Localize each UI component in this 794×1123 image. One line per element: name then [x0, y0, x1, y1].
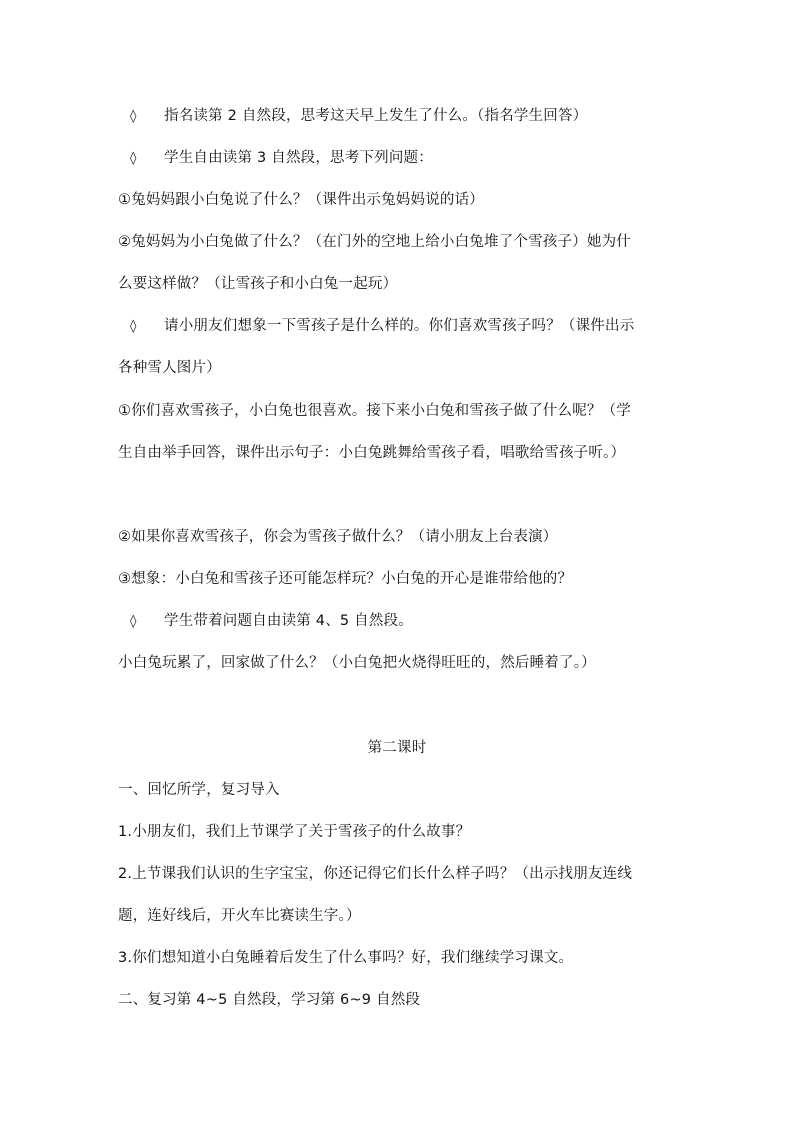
numbered-item: 2.上节课我们认识的生字宝宝，你还记得它们长什么样子吗？（出示找朋友连线 [118, 866, 633, 882]
bullet-paragraph [118, 611, 678, 632]
diamond-bullet-icon: ◊ [130, 319, 137, 334]
numbered-item: 1.小朋友们，我们上节课学了关于雪孩子的什么故事？ [118, 824, 471, 840]
diamond-bullet-icon: ◊ [130, 614, 137, 629]
bullet-paragraph [118, 148, 678, 169]
numbered-item: 3.你们想知道小白兔睡着后发生了什么事吗？好，我们继续学习课文。 [118, 950, 574, 966]
paragraph-line: 小白兔玩累了，回家做了什么？（小白兔把火烧得旺旺的，然后睡着了。） [118, 655, 596, 671]
paragraph-text: 学生带着问题自由读第 4、5 自然段。 [164, 613, 413, 629]
subheading: 一、回忆所学，复习导入 [118, 782, 280, 798]
diamond-bullet-icon: ◊ [130, 151, 137, 166]
paragraph-line: 么要这样做？（让雪孩子和小白兔一起玩） [118, 276, 398, 292]
paragraph-line: ②如果你喜欢雪孩子，你会为雪孩子做什么？（请小朋友上台表演） [118, 529, 558, 545]
paragraph-text: 请小朋友们想象一下雪孩子是什么样的。你们喜欢雪孩子吗？（课件出示 [164, 318, 635, 334]
bullet-paragraph [118, 316, 678, 337]
paragraph-line: 题，连好线后，开火车比赛读生字。） [118, 908, 361, 924]
paragraph-line: 各种雪人图片） [118, 360, 221, 376]
paragraph-line: ②兔妈妈为小白兔做了什么？（在门外的空地上给小白兔堆了个雪孩子）她为什 [118, 234, 631, 250]
subheading: 二、复习第 4~5 自然段，学习第 6~9 自然段 [118, 992, 421, 1008]
paragraph-line: ①兔妈妈跟小白兔说了什么？（课件出示兔妈妈说的话） [118, 192, 484, 208]
paragraph-text: 学生自由读第 3 自然段，思考下列问题： [164, 150, 433, 166]
bullet-paragraph [118, 106, 678, 127]
section-heading: 第二课时 [367, 740, 427, 756]
diamond-bullet-icon: ◊ [130, 109, 137, 124]
paragraph-line: ③想象：小白兔和雪孩子还可能怎样玩？小白兔的开心是谁带给他的？ [118, 571, 573, 587]
paragraph-text: 指名读第 2 自然段，思考这天早上发生了什么。（指名学生回答） [164, 108, 588, 124]
paragraph-line: ①你们喜欢雪孩子，小白兔也很喜欢。接下来小白兔和雪孩子做了什么呢？（学 [118, 403, 631, 419]
paragraph-line: 生自由举手回答，课件出示句子：小白兔跳舞给雪孩子看，唱歌给雪孩子听。） [118, 445, 626, 461]
